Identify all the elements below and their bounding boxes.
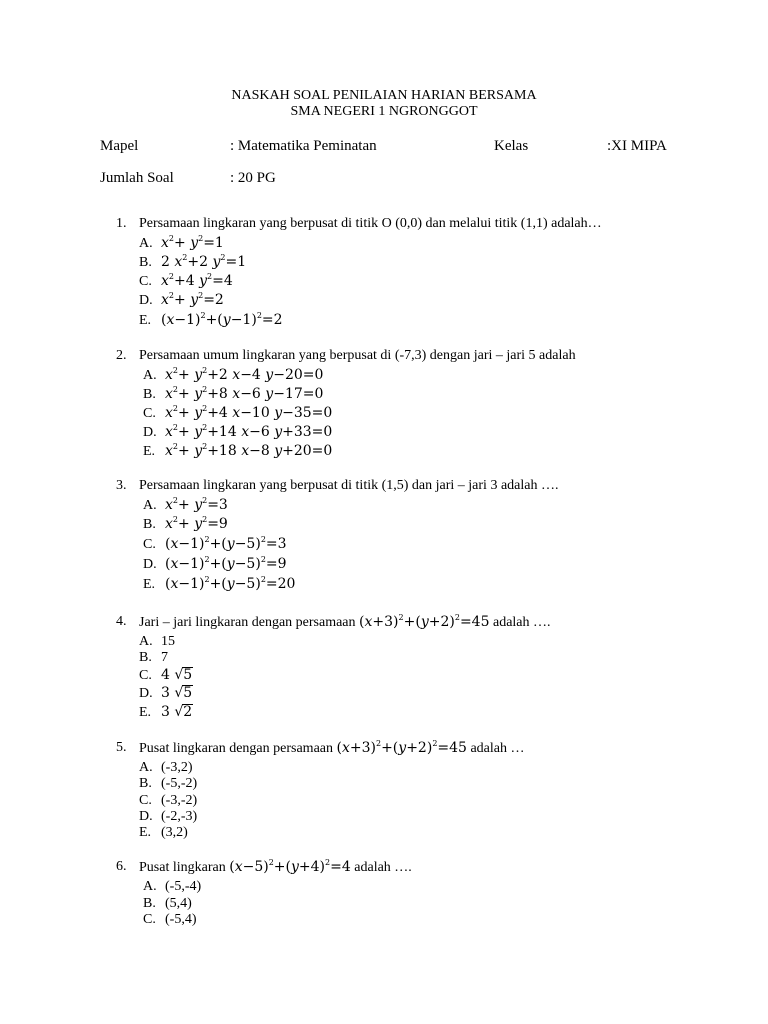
jumlah-soal-value: : 20 PG (230, 170, 276, 186)
option-letter: B. (139, 776, 152, 791)
option-equation: $(x-1)^2+(y-1)^2=2$ (161, 311, 283, 328)
kelas-label: Kelas (494, 138, 529, 154)
question-equation: $(x+3)^2+(y+2)^2=45$ (336, 739, 467, 756)
question-text: Persamaan lingkaran yang berpusat di titik O (0,0) dan melalui titik (1,1) adalah… (139, 216, 602, 231)
option-equation: $x^2+ y^2=9$ (165, 515, 228, 532)
question-number: 1. (116, 216, 127, 231)
option-d (139, 291, 224, 310)
option-letter: D. (139, 293, 153, 308)
question-text: Pusat lingkaran dengan persamaan $(x+3)^2+(y+2)^2=45$ adalah … (139, 739, 525, 756)
option-c (143, 404, 332, 423)
question-number: 3. (116, 478, 127, 493)
option-b (143, 515, 228, 534)
option-letter: B. (143, 387, 156, 402)
option-equation: $(x-1)^2+(y-5)^2=9$ (165, 555, 287, 572)
option-equation: $(x-1)^2+(y-5)^2=20$ (165, 575, 296, 592)
option-letter: A. (143, 498, 157, 513)
option-letter: C. (139, 274, 152, 289)
option-text: 15 (161, 634, 175, 649)
option-letter: C. (143, 406, 156, 421)
option-equation: $x^2+ y^2=3$ (165, 496, 228, 513)
option-letter: A. (139, 236, 153, 251)
school-name: SMA NEGERI 1 NGRONGGOT (290, 104, 478, 119)
option-equation: $x^2+ y^2=1$ (161, 234, 224, 251)
option-text: (5,4) (165, 896, 192, 911)
kelas-value: :XI MIPA (607, 138, 667, 154)
option-letter: E. (143, 577, 156, 592)
option-letter: C. (139, 668, 152, 683)
option-equation: $x^2+ y^2+14$ x−6 y+33=0 (165, 423, 333, 440)
question-number: 6. (116, 859, 127, 874)
option-c (143, 535, 287, 554)
option-equation: $x^2+ y^2+2$ x−4 y−20=0 (165, 366, 324, 383)
question-number: 2. (116, 348, 127, 363)
option-equation: $x^2+ y^2+18$ x−8 y+20=0 (165, 442, 333, 459)
option-text: 7 (161, 650, 168, 665)
option-a (139, 234, 224, 253)
option-letter: D. (139, 809, 153, 824)
option-letter: E. (143, 444, 156, 459)
option-letter: D. (143, 557, 157, 572)
mapel-label: Mapel (100, 138, 139, 154)
option-equation: 3 √5 (161, 685, 193, 701)
option-text: (-5,-4) (165, 879, 202, 894)
option-letter: B. (139, 650, 152, 665)
exam-title: NASKAH SOAL PENILAIAN HARIAN BERSAMA (231, 88, 537, 103)
option-text: (-2,-3) (161, 809, 198, 824)
option-d (143, 423, 332, 442)
option-letter: D. (139, 686, 153, 701)
option-e (143, 442, 332, 461)
option-letter: E. (139, 313, 152, 328)
option-d (139, 684, 193, 703)
question-text: Jari – jari lingkaran dengan persamaan $(x+3)^2+(y+2)^2=45$ adalah …. (139, 613, 551, 630)
question-number: 4. (116, 614, 127, 629)
jumlah-soal-label: Jumlah Soal (100, 170, 174, 186)
option-text: (-3,2) (161, 760, 193, 775)
question-text: Persamaan umum lingkaran yang berpusat di (-7,3) dengan jari – jari 5 adalah (139, 348, 576, 363)
option-equation: $x^2+ y^2=2$ (161, 291, 224, 308)
option-letter: B. (143, 896, 156, 911)
option-text: (-3,-2) (161, 793, 198, 808)
option-c (139, 666, 193, 685)
option-equation: 3 √2 (161, 704, 193, 720)
option-a (143, 496, 228, 515)
option-equation: $x^2+ y^2+8$ x−6 y−17=0 (165, 385, 324, 402)
option-equation: 4 √5 (161, 667, 193, 683)
option-equation: 2 $x^2+2$ $y^2=1$ (161, 253, 247, 270)
question-text: Persamaan lingkaran yang berpusat di titik (1,5) dan jari – jari 3 adalah …. (139, 478, 559, 493)
option-text: (-5,4) (165, 912, 197, 927)
mapel-value: : Matematika Peminatan (230, 138, 377, 154)
option-letter: C. (139, 793, 152, 808)
option-e (139, 703, 193, 722)
question-equation: $(x+3)^2+(y+2)^2=45$ (359, 613, 490, 630)
option-b (139, 648, 168, 667)
option-letter: A. (143, 368, 157, 383)
question-equation: $(x-5)^2+(y+4)^2=4$ (229, 858, 351, 875)
option-a (143, 366, 323, 385)
option-letter: E. (139, 705, 152, 720)
option-letter: A. (139, 634, 153, 649)
option-letter: A. (143, 879, 157, 894)
question-number: 5. (116, 740, 127, 755)
option-letter: C. (143, 537, 156, 552)
option-d (143, 555, 287, 574)
option-equation: $(x-1)^2+(y-5)^2=3$ (165, 535, 287, 552)
question-text: Pusat lingkaran $(x-5)^2+(y+4)^2=4$ adalah …. (139, 858, 412, 875)
option-letter: E. (139, 825, 152, 840)
option-c (143, 910, 197, 929)
option-letter: B. (139, 255, 152, 270)
option-equation: $x^2+ y^2+4$ x−10 y−35=0 (165, 404, 333, 421)
option-text: (-5,-2) (161, 776, 198, 791)
option-equation: $x^2+4$ $y^2=4$ (161, 272, 233, 289)
option-c (139, 272, 233, 291)
option-e (139, 823, 188, 842)
option-b (139, 253, 246, 272)
option-letter: B. (143, 517, 156, 532)
option-letter: C. (143, 912, 156, 927)
option-text: (3,2) (161, 825, 188, 840)
option-letter: A. (139, 760, 153, 775)
option-e (143, 575, 295, 594)
option-e (139, 311, 283, 330)
option-letter: D. (143, 425, 157, 440)
option-b (143, 385, 323, 404)
